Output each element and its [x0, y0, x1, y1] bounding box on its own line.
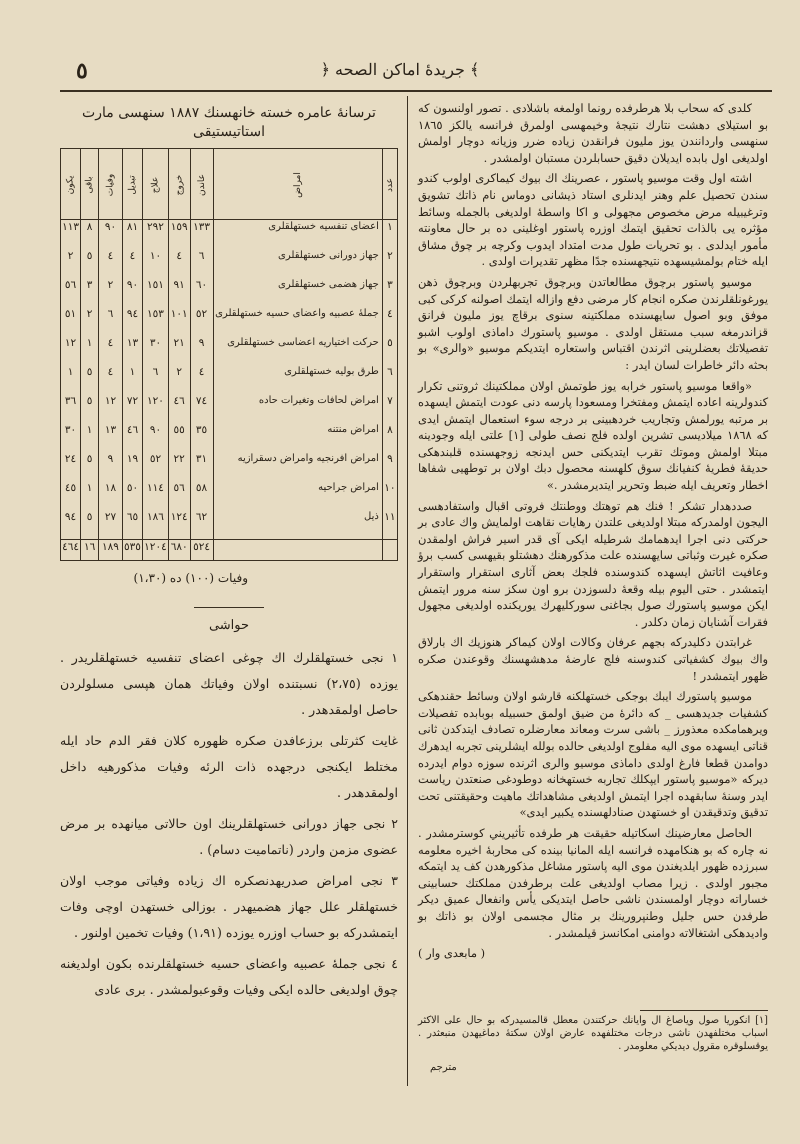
note-paragraph: ٣ نجى امراض صدريهدنصكره اك زياده وفياتى موجب اولان خستهلقلر علل جهاز هضميهدر . بوزالى خستهدن اوچى وفات ايتمشدركه بو حساب اوزره يوزده (١،٩١) وفيات تخمين اولنور . — [60, 873, 398, 940]
table-cell: ٣٠ — [143, 336, 169, 365]
table-cell: ٩٤ — [122, 307, 142, 336]
table-cell: ١٣ — [99, 423, 123, 452]
table-cell: ٥٢ — [190, 307, 213, 336]
table-cell: ٩٠ — [99, 220, 123, 250]
footnote: [١] انكوريا صول وياصاغ ال وايانك حركتندن معطل قالمسيدركه بو حال على الاكثر اسباب مختلفهدن ناشى درجات مختلفهده عارض اولان سكتهٔ دماغيهدن منبعثدر . يوقسلوقره مقرول ديديكي معلومدر . — [418, 1015, 768, 1052]
total-cell: ٦٨٠ — [168, 540, 190, 561]
table-title: ترسانهٔ عامره خسته خانهسنك ١٨٨٧ سنهسى مارت استاتيستيقى — [82, 105, 376, 140]
disease-name: امراض لحافات وتغيرات حاده — [213, 394, 382, 423]
disease-name: طرق بوليه خستهلقلرى — [213, 365, 382, 394]
paragraph: اشته اول وقت موسيو پاستور ، عصرينك اك بيوك كيماكرى اولوب كندو سندن تحصيل علم وهنر ايدنلرى استاد ذيشانى دوماس نام ذاتك تشويق وترغيبيله مرض مخصوص مجهولى و اكا واسطهٔ اولديغى بالجمله وسائط مؤثره يى بالذات تحقيق ايتمك اوزره پاستور اوغلينى ده بر حال معاونته مأمور ايدلدى . بو تحريات طول مدت امتداد ايدوب وكرچه بر چوق مشاق ايله ختام بولمشيسهده نتيجهسنده جدًا مظهر تقديرات اولدى . — [418, 171, 768, 269]
table-cell: ١ — [81, 423, 99, 452]
table-cell: ٥٦ — [168, 481, 190, 510]
statistics-table — [60, 148, 398, 561]
table-cell: ٦٥ — [122, 510, 142, 540]
column-divider — [407, 96, 408, 1086]
table-cell: ٢٢ — [168, 452, 190, 481]
row-number: ٧ — [382, 394, 397, 423]
table-cell: ٢٩٢ — [143, 220, 169, 250]
column-header: يكون — [61, 149, 81, 220]
row-number: ١٠ — [382, 481, 397, 510]
table-row — [61, 365, 398, 394]
row-number: ١ — [382, 220, 397, 250]
table-row — [61, 249, 398, 278]
note-paragraph: ٤ نجى جملهٔ عصبيه واعضاى حسيه خستهلقلرنده بكون اولديغنه چوق اولديغى حالده ايكى وفيات وقوعبولمشدر . برى عادى — [60, 956, 398, 997]
paragraph: كلدى كه سحاب بلا هرطرفده رونما اولمغه باشلادى . تصور اولنسون كه بو استيلاى دهشت نتارك نتيجهٔ وخيمهسى اولمرق فرانسه يالكز ١٨٦٥ سنهسى واردانندن يوز مليون فرانقدن زياده ضرر وزيانه دوچار اولمش اولديغى اول بابده ايديلان دقيق حسابلردن مستبان اولمشدر . — [418, 101, 768, 165]
disease-name: امراض منتنه — [213, 423, 382, 452]
table-cell: ٩٤ — [61, 510, 81, 540]
table-cell: ٦ — [99, 307, 123, 336]
note-paragraph: ٢ نجى جهاز دورانى خستهلقلرينك اون حالاتى ميانهده بر مرض عضوى مزمن واردر (ناتماميت دسام) . — [60, 816, 398, 857]
total-cell: ١٢٠٤ — [143, 540, 169, 561]
row-number: ٥ — [382, 336, 397, 365]
table-row — [61, 278, 398, 307]
table-cell: ٢ — [168, 365, 190, 394]
table-cell: ٣ — [81, 278, 99, 307]
note-paragraph: ١ نجى خستهلقلرك اك چوغى اعضاى تنفسيه خستهلقلريدر . يوزده (٢،٧٥) نسبتنده اولان وفياتك همان هپسى مسلولردن حاصل اولمقدهدر . — [60, 650, 398, 717]
column-header: عدد — [382, 149, 397, 220]
table-cell: ٢ — [99, 278, 123, 307]
table-cell: ١٨٦ — [143, 510, 169, 540]
row-number: ٩ — [382, 452, 397, 481]
paragraph: موسيو پاستورك ايبك بوجكى خستهلكنه قارشو اولان وسائط حقندهكى كشفيات جديدهسى _ كه دائرهٔ من ضيق اولمق حسبيله بوبابده تفصيلات ويرهمامكده معذورز _ باشى سرت ومعاند معارضلره تصادف ايتدكدن ثانى قناتى ايسهده موى اليه مفلوج اولديغى حالده بولله ايشلرينى تجربه ايدهرك دوامدن قطعا فارغ اولدى داماذى موسيو والرى اثرنده سوزه دوام ايدرده ديركه «موسيو پاستور ايپكلك تجاربه خستهخانه دوطودغى صنعتدن رياست ايدر وسنهٔ سابقهده اجرا ايتمش اولديغى مشاهداتك ماهيت وحقيقتنى تحت تدقيق وتدقيقدن او خستهدن صنادلهسنده يكبير ايدى» — [418, 689, 768, 820]
table-cell: ٣٦ — [61, 394, 81, 423]
table-cell: ١٣٣ — [190, 220, 213, 250]
column-header: وفيات — [99, 149, 123, 220]
total-cell: ٥٢٤ — [190, 540, 213, 561]
table-cell: ١٣ — [122, 336, 142, 365]
notes-heading: حواشى — [208, 618, 250, 633]
table-cell: ١٥٩ — [168, 220, 190, 250]
table-cell: ١٥٣ — [143, 307, 169, 336]
table-cell: ٩ — [190, 336, 213, 365]
table-cell: ٤ — [99, 365, 123, 394]
table-cell: ٨١ — [122, 220, 142, 250]
table-cell: ٣١ — [190, 452, 213, 481]
table-row — [61, 336, 398, 365]
deaths-ratio: وفيات (١٠٠) ده (١،٣٠) — [133, 571, 248, 585]
table-cell: ٤ — [190, 365, 213, 394]
table-cell: ٧٤ — [190, 394, 213, 423]
table-cell: ٩ — [99, 452, 123, 481]
table-row — [61, 394, 398, 423]
paragraph: موسيو پاستور برچوق مطالعاتدن وبرچوق تجربهلردن وبرچوق ذهن يورغونلقلرندن صكره انجام كار مرضى دفع وازاله ايتمك اصولنه كركى كبى موفق وبو اصول سايهسنده مملكتينه سنوى برقاچ يوز مليون فرانق قزاندرمغه سبب مستقل اولدى . موسيو پاستورك داماذى اولوب اشبو تفصيلاتك بعضلرينى اثرندن اقتباس واستعاره ايتديكم موسيو «والرى» بو بحثه دائر خاطرات لسان ايدر : — [418, 274, 768, 372]
table-row — [61, 423, 398, 452]
column-header: باقى — [81, 149, 99, 220]
table-cell: ٩١ — [168, 278, 190, 307]
table-cell: ٧٢ — [122, 394, 142, 423]
table-cell: ٢٤ — [61, 452, 81, 481]
table-cell: ٩٠ — [122, 278, 142, 307]
table-cell: ٢ — [61, 249, 81, 278]
disease-name: امراض جراحيه — [213, 481, 382, 510]
total-cell: ١٦ — [81, 540, 99, 561]
table-cell: ٥ — [81, 510, 99, 540]
table-cell: ٥ — [81, 365, 99, 394]
translator-credit: مترجم — [430, 1062, 457, 1073]
table-row — [61, 481, 398, 510]
section-rule — [194, 607, 264, 608]
row-number: ٢ — [382, 249, 397, 278]
table-cell: ٦ — [190, 249, 213, 278]
paragraph: «واقعا موسيو پاستور خرابه يوز طوتمش اولان مملكتينك ثروتنى تكرار كندولرينه اعاده ايتمش ومفتخرا ومسعودا پارسه دنى عودت ايتمش ايسهده بر مرتبه يورلمش وتجاريب خردهبينى بر درجه سوء استعمال ايتمش ايدى كه ١٨٦٨ ميلاديسى تشرين اولده فلج نصف طولى [١] علتى ايله وجودينه مبتلا اولمش وموتك تقرب ايتديكنى حس ايدنجه زوجهسنده قلبندهكى حديقهٔ فطريهٔ كنفيانك سوق كلهسنه محصول دبك اولان بر توطهيى شفاها اخطار وتعريف ايله ضبط وتحرير ايتديرمشدر .» — [418, 378, 769, 493]
table-cell: ٤ — [168, 249, 190, 278]
table-cell: ١٢٤ — [168, 510, 190, 540]
table-cell: ٥١ — [61, 307, 81, 336]
row-number: ٤ — [382, 307, 397, 336]
header-rule — [60, 90, 772, 92]
table-cell: ١٢ — [61, 336, 81, 365]
table-cell: ٢ — [81, 307, 99, 336]
table-header-row — [61, 149, 398, 220]
table-cell: ١٢٠ — [143, 394, 169, 423]
left-column — [60, 100, 398, 1008]
table-cell: ٤٦ — [168, 394, 190, 423]
table-cell: ٥٥ — [168, 423, 190, 452]
table-cell: ٢٧ — [99, 510, 123, 540]
disease-name: جهاز دورانى خستهلقلرى — [213, 249, 382, 278]
table-cell: ٤ — [122, 249, 142, 278]
table-row — [61, 307, 398, 336]
table-cell: ١١٣ — [61, 220, 81, 250]
table-cell: ٦ — [143, 365, 169, 394]
table-cell: ٥٠ — [122, 481, 142, 510]
table-cell: ١ — [122, 365, 142, 394]
disease-name: حركت اختياريه اعضاسى خستهلقلرى — [213, 336, 382, 365]
table-cell: ١ — [81, 336, 99, 365]
table-cell: ٥٨ — [190, 481, 213, 510]
table-cell: ٥٢ — [143, 452, 169, 481]
paragraph: الحاصل معارضينك اسكاتيله حقيقت هر طرفده تأثيريني كوسترمشدر . نه چاره كه بو هنكامهده فرانسه ايله المانيا بينده كى محاربهٔ اخيره معلومه سبرزده ظهور ايلديغندن موى اليه پاستور مشاغل مذكورهدن كف يد ايتمكه مجبور اولدى . زيرا مصاب اولديغى علت برطرفدن مملكتك حسابينى خساراته دوچار اولمسندن ناشى حاصل ايتديكى يأس وانفعال عميق ديكر طرفدن حس جليل وطنپرورينك بر مثال مجسمى اولان بو ذاتك بو واديدهكى اشتغالاته دوامنى امكانسز قيلمشدر . — [418, 825, 768, 940]
table-cell: ٨ — [81, 220, 99, 250]
column-header: عاندن — [190, 149, 213, 220]
total-cell: ٤٦٤ — [61, 540, 81, 561]
table-cell: ٥ — [81, 452, 99, 481]
table-cell: ٤٥ — [61, 481, 81, 510]
table-cell: ٥ — [81, 249, 99, 278]
table-cell: ٣٠ — [61, 423, 81, 452]
right-column — [418, 100, 768, 962]
table-cell: ١٥١ — [143, 278, 169, 307]
table-cell: ١ — [61, 365, 81, 394]
table-cell: ٤ — [99, 249, 123, 278]
table-cell: ٤٦ — [122, 423, 142, 452]
table-cell: ٥ — [81, 394, 99, 423]
paragraph: غرابتدن دكليدركه بجهم عرفان وكالات اولان كيماكر هنوزيك اك بارلاق واك بيوك كشفياتى كندوسنه فلج عارضهٔ مدهشهسنك وقوعندن صكره ظهور ايتمشدر ! — [418, 635, 768, 683]
disease-name: اعضاى تنفسيه خستهلقلرى — [213, 220, 382, 250]
table-cell: ٦٠ — [190, 278, 213, 307]
journal-title: ﴿ جريدهٔ اماكن الصحه ﴾ — [320, 60, 480, 79]
table-cell: ٢١ — [168, 336, 190, 365]
table-cell: ٣٥ — [190, 423, 213, 452]
disease-name: جهاز هضمى خستهلقلرى — [213, 278, 382, 307]
footnote-rule — [640, 1010, 768, 1011]
row-number: ٦ — [382, 365, 397, 394]
table-row — [61, 510, 398, 540]
disease-name: ذيل — [213, 510, 382, 540]
table-cell: ١ — [81, 481, 99, 510]
table-row — [61, 452, 398, 481]
table-cell: ١١٤ — [143, 481, 169, 510]
total-cell: ١٨٩ — [99, 540, 123, 561]
column-header: علاج — [143, 149, 169, 220]
paragraph: صددهدار تشكر ! فنك هم توهتك ووطنتك فروتى اقبال واستفادهسى اليجون اولمدركه مبتلا اولديغى علتدن رهايات نقاهت اولمايش واك عادى بر حركتى دنى اجرا ايدهمامك شرطيله ايكى آى قدر اسير فراش اولمقدن صكره غيرت وثباتى سايهسنده علت مذكورهنك دهشتلو بقيهسى كسب برؤ وعافيت اثاتش ايسهده كندوسنده فلجك بعض آثارى استقرار واستقرار ايتمشدر . حتى اليوم بيله وقعهٔ دلسوزدن برو اون سكز سنه مرور ايتمش ايكن موسيو پاستورك صول بجاغنى سوركليهرك يوريكنده اولديغى مجهول فقرات آشنايان زمان دكلدر . — [418, 498, 768, 629]
table-cell: ١٢ — [99, 394, 123, 423]
table-cell: ١٩ — [122, 452, 142, 481]
disease-name: امراض افرنجيه وامراض دسقرازيه — [213, 452, 382, 481]
total-cell: ٥٣٥ — [122, 540, 142, 561]
table-row — [61, 220, 398, 250]
table-cell: ٤ — [99, 336, 123, 365]
table-cell: ٩٠ — [143, 423, 169, 452]
row-number: ٣ — [382, 278, 397, 307]
note-paragraph: غايت كثرتلى برزعافدن صكره ظهوره كلان فقر الدم حاد ايله مختلط ايكنجى درجهده ذات الرئه وفيات مذكورهيه داخل اولمقدهدر . — [60, 733, 398, 800]
table-cell: ١٨ — [99, 481, 123, 510]
table-cell: ٦٢ — [190, 510, 213, 540]
disease-name: جملهٔ عصبيه واعضاى حسيه خستهلقلرى — [213, 307, 382, 336]
column-header: تبديل — [122, 149, 142, 220]
totals-row — [61, 540, 398, 561]
row-number: ٨ — [382, 423, 397, 452]
column-header: امراض — [213, 149, 382, 220]
column-header: خروج — [168, 149, 190, 220]
table-cell: ٥٦ — [61, 278, 81, 307]
table-cell: ١٠١ — [168, 307, 190, 336]
row-number: ١١ — [382, 510, 397, 540]
continued-note: ( مابعدى وار ) — [418, 946, 486, 961]
table-cell: ١٠ — [143, 249, 169, 278]
page-number: ٥ — [76, 58, 88, 84]
